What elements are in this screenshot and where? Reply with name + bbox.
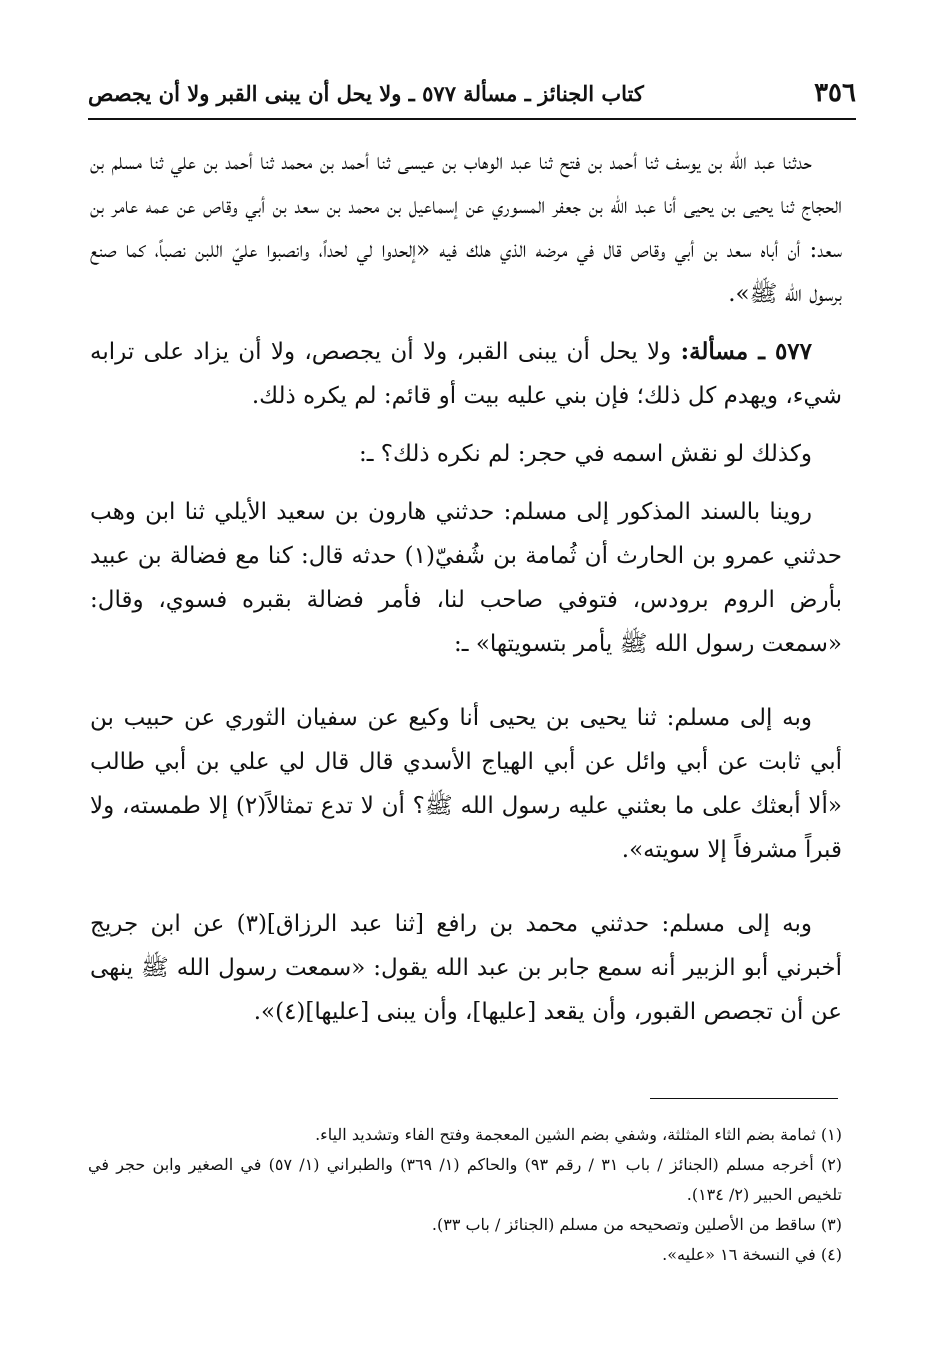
paragraph-hadith-jabir xyxy=(90,902,842,1034)
footnote-3: (٣) ساقط من الأصلين وتصحيحه من مسلم (الجنائز / باب ٣٣). xyxy=(431,1215,842,1234)
paragraph-hadith-fadala xyxy=(90,490,842,666)
page-number: ٣٥٦ xyxy=(814,78,856,108)
running-title: كتاب الجنائز ـ مسألة ٥٧٧ ـ ولا يحل أن يبنى القبر ولا أن يجصص xyxy=(88,80,644,106)
masala-label: ٥٧٧ ـ مسألة: xyxy=(680,338,812,365)
paragraph-text: وبه إلى مسلم: حدثني محمد بن رافع [ثنا عبد الرزاق](٣) عن ابن جريج أخبرني أبو الزبير أنه سمع جابر بن عبد الله يقول: «سمعت رسول الله ﷺ ينهى عن أن تجصص القبور، وأن يقعد [عليها]، وأن يبنى [عليها](٤)». xyxy=(90,911,842,1025)
page-header xyxy=(88,68,856,120)
footnote-4: (٤) في النسخة ١٦ «عليه». xyxy=(662,1245,842,1264)
paragraph-text: وبه إلى مسلم: ثنا يحيى بن يحيى أنا وكيع عن سفيان الثوري عن حبيب بن أبي ثابت عن أبي وائل عن أبي الهياج الأسدي قال قال لي علي بن أبي طالب «ألا أبعثك على ما بعثني عليه رسول الله ﷺ؟ أن لا تدع تمثالاً(٢) إلا طمسته، ولا قبراً مشرفاً إلا سويته». xyxy=(90,705,842,863)
paragraph-inscription xyxy=(90,432,842,476)
paragraph-masala-577 xyxy=(90,330,842,418)
paragraph-text: وكذلك لو نقش اسمه في حجر: لم نكره ذلك؟ ـ: xyxy=(358,441,812,467)
footnote-divider xyxy=(650,1098,838,1099)
paragraph-hadith-ali xyxy=(90,696,842,872)
main-text xyxy=(90,140,842,1048)
footnote-2: (٢) أخرجه مسلم (الجنائز / باب ٣١ / رقم ٩٣) والحاكم (١/ ٣٦٩) والطبراني (١/ ٥٧) في الصغير وابن حجر في تلخيص الحبير (٢/ ١٣٤). xyxy=(88,1155,843,1204)
footnotes xyxy=(88,1120,842,1270)
footnote-1: (١) ثمامة بضم الثاء المثلثة، وشفي بضم الشين المعجمة وفتح الفاء وتشديد الياء. xyxy=(315,1125,842,1144)
paragraph-text: ولا يحل أن يبنى القبر، ولا أن يجصص، ولا أن يزاد على ترابه شيء، ويهدم كل ذلك؛ فإن بني عليه بيت أو قائم: لم يكره ذلك. xyxy=(90,339,842,409)
paragraph-text: حدثنا عبد الله بن يوسف ثنا أحمد بن فتح ثنا عبد الوهاب بن عيسى ثنا أحمد بن محمد ثنا أحمد بن علي ثنا مسلم بن الحجاج ثنا يحيى بن يحيى أنا عبد الله بن جعفر المسوري عن إسماعيل بن محمد بن سعد بن أبي وقاص عن عمه عامر بن سعد: أن أباه سعد بن أبي وقاص قال في مرضه الذي هلك فيه «إلحدوا لي لحداً، وانصبوا عليّ اللبن نصباً، كما صنع برسول الله ﷺ». xyxy=(90,149,843,307)
paragraph-hadith-sad xyxy=(90,140,842,316)
paragraph-text: روينا بالسند المذكور إلى مسلم: حدثني هارون بن سعيد الأيلي ثنا ابن وهب حدثني عمرو بن الحارث أن ثُمامة بن شُفيّ(١) حدثه قال: كنا مع فضالة بن عبيد بأرض الروم برودس، فتوفي صاحب لنا، فأمر فضالة بقبره فسوي، وقال: «سمعت رسول الله ﷺ يأمر بتسويتها» ـ: xyxy=(90,499,842,657)
